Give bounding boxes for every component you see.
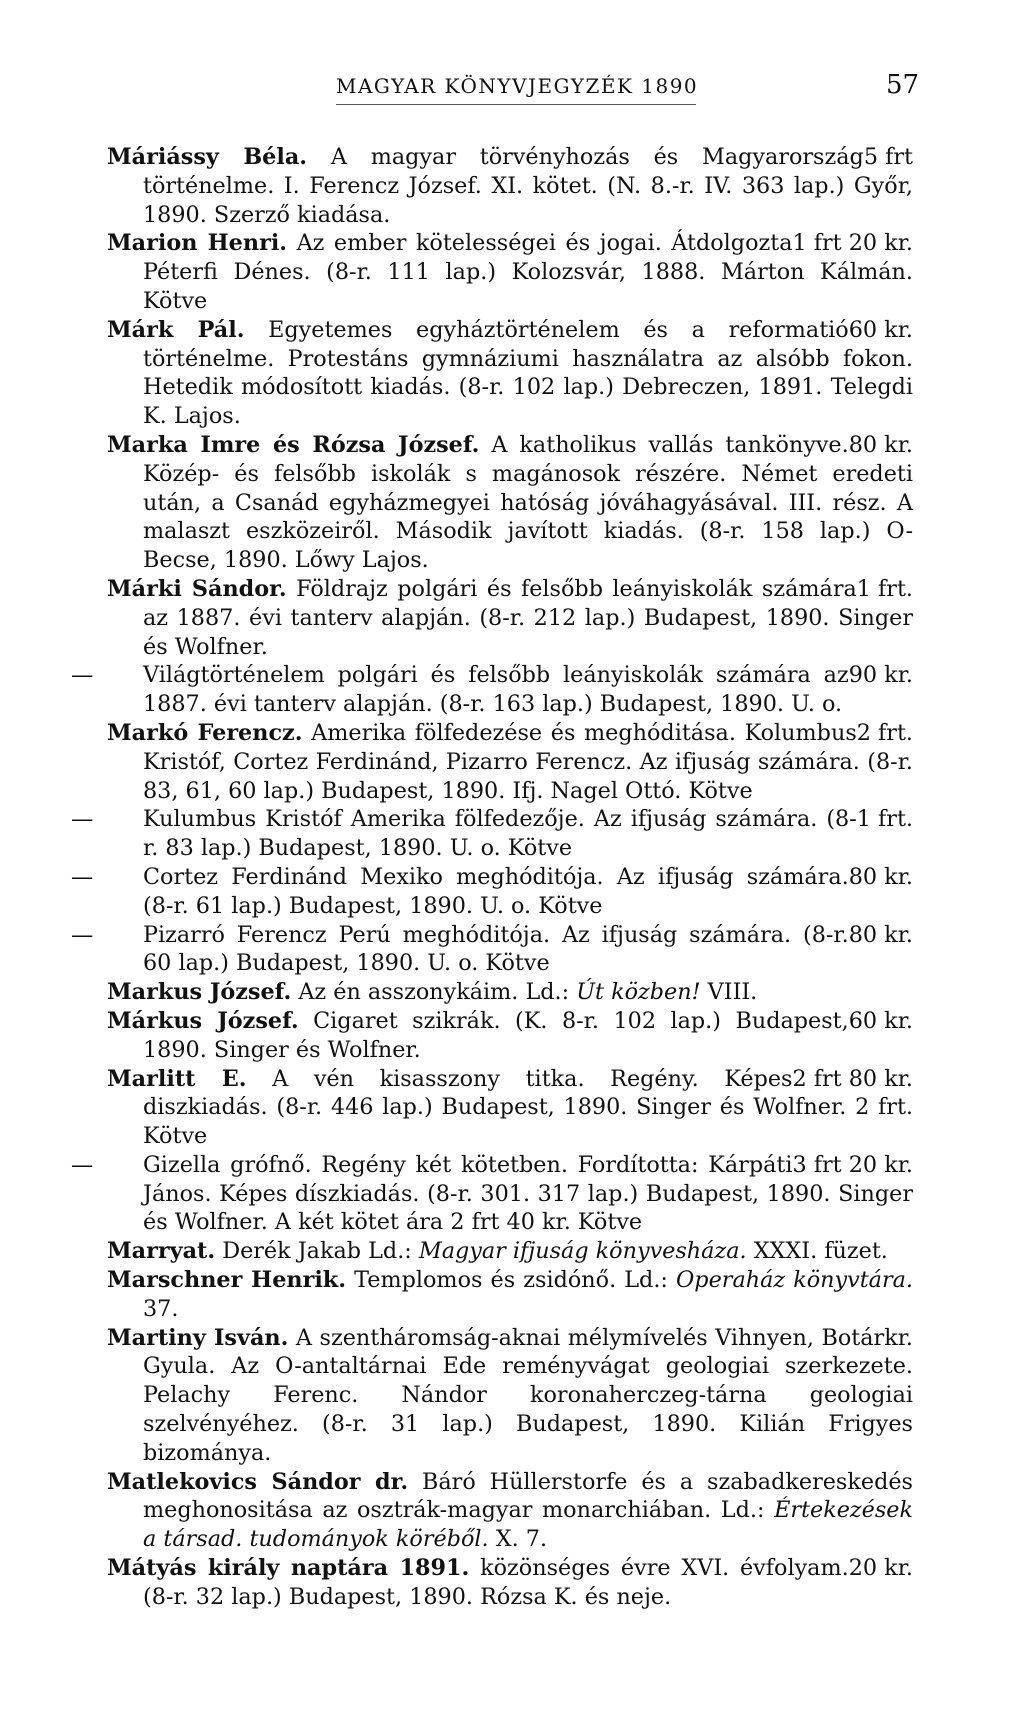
catalog-entry: [107, 143, 913, 229]
catalog-entry: [107, 1065, 913, 1151]
entry-text: Cortez Ferdinánd Mexiko meghóditója. Az ifjuság számára. (8-r. 61 lap.) Budapest, 1890. U. o. Kötve: [143, 863, 849, 919]
catalog-entry: [71, 1151, 913, 1237]
entry-series: Út közben!: [576, 979, 701, 1006]
entry-author: Marryat.: [107, 1238, 216, 1265]
entry-dash: —: [71, 662, 94, 689]
entry-series: Operaház könyvtára.: [676, 1267, 914, 1294]
catalog-entry: [107, 316, 913, 431]
entry-author: Markó Ferencz.: [107, 719, 303, 746]
entry-price: 1 frt.: [856, 806, 913, 833]
entry-price: 80 kr.: [848, 863, 913, 890]
entry-text: közönséges évre XVI. évfolyam. (8-r. 32 lap.) Budapest, 1890. Rózsa K. és neje.: [143, 1555, 849, 1610]
entry-author: Marion Henri.: [107, 230, 288, 257]
entry-text: Világtörténelem polgári és felsőbb leányiskolák számára az 1887. évi tanterv alapján. (8-r. 163 lap.) Budapest, 1890. U. o.: [143, 662, 849, 718]
entry-author: Matlekovics Sándor dr.: [107, 1468, 409, 1495]
entry-text: A katholikus vallás tankönyve. Közép- és felsőbb iskolák s magánosok részére. Német eredeti után, a Csanád egyházmegyei hatóság jóváhagyásával. III. rész. A malaszt eszközeiről. Második javított kiadás. (8-r. 158 lap.) O-Becse, 1890. Lőwy Lajos.: [143, 431, 913, 574]
entry-dash: —: [71, 806, 94, 833]
header-rule: [336, 104, 696, 105]
catalog-entry: [71, 805, 913, 863]
catalog-entry: [71, 661, 913, 719]
catalog-entry: [107, 1237, 913, 1266]
entry-text: Az én asszonykáim. Ld.:: [298, 979, 570, 1006]
entry-author: Márkus József.: [107, 1007, 299, 1034]
entry-text: Derék Jakab Ld.:: [222, 1238, 412, 1265]
catalog-entry: [107, 575, 913, 661]
catalog-entry: [107, 1324, 913, 1468]
entry-text: Amerika fölfedezése és meghóditása. Kolumbus Kristóf, Cortez Ferdinánd, Pizarro Ferencz. Az ifjuság számára. (8-r. 83, 61, 60 lap.) Budapest, 1890. Ifj. Nagel Ottó. Kötve: [143, 719, 913, 804]
entry-text: Egyetemes egyháztörténelem és a reformatió történelme. Protestáns gymnáziumi használatra az alsóbb fokon. Hetedik módosított kiadás. (8-r. 102 lap.) Debreczen, 1891. Telegdi K. Lajos.: [143, 316, 913, 430]
entry-text: A magyar törvényhozás és Magyarország történelme. I. Ferencz József. XI. kötet. (N. 8.-r. IV. 363 lap.) Győr, 1890. Szerző kiadása.: [143, 144, 913, 228]
entry-author: Máriássy Béla.: [107, 144, 308, 170]
entry-author: Martiny Isván.: [107, 1324, 289, 1351]
entry-text: Földrajz polgári és felsőbb leányiskolák számára az 1887. évi tanterv alapján. (8-r. 212 lap.) Budapest, 1890. Singer és Wolfner.: [143, 575, 913, 660]
entry-price: 2 frt 80 kr.: [792, 1065, 913, 1092]
catalog-entry: [107, 1468, 913, 1554]
catalog-entry: [107, 978, 913, 1007]
entry-tail: XXXI. füzet.: [753, 1238, 888, 1265]
catalog-entry: [107, 1554, 913, 1612]
entry-text: Az ember kötelességei és jogai. Átdolgozta Péterfi Dénes. (8-r. 111 lap.) Kolozsvár, 1888. Márton Kálmán. Kötve: [143, 230, 913, 314]
entry-author: Marka Imre és Rózsa József.: [107, 431, 480, 458]
entry-text: Báró Hüllerstorfe és a szabadkereskedés meghonositása az osztrák-magyar monarchiában. Ld.:: [143, 1468, 913, 1524]
bibliography-entries: [71, 143, 914, 1612]
catalog-entry: [71, 863, 913, 921]
entry-series: Értekezések a társad. tudományok köréből.: [143, 1497, 913, 1553]
entry-price: 5 frt: [863, 144, 913, 170]
entry-text: A szentháromság-aknai mélymívelés Vihnyen, Botár Gyula. Az O-antaltárnai Ede reményvágat geologiai szerkezete. Pelachy Ferenc. Nándor koronaherczeg-tárna geologiai szelvényéhez. (8-r. 31 lap.) Budapest, 1890. Kilián Frigyes bizománya.: [143, 1324, 913, 1466]
entry-author: Mátyás király naptára 1891.: [107, 1555, 470, 1582]
entry-author: Márk Pál.: [107, 316, 245, 343]
entry-text: Gizella grófnő. Regény két kötetben. Fordította: Kárpáti János. Képes díszkiadás. (8-r. 301. 317 lap.) Budapest, 1890. Singer és Wolfner. A két kötet ára 2 frt 40 kr. Kötve: [143, 1151, 913, 1236]
entry-tail: X. 7.: [495, 1526, 548, 1553]
entry-price: 60 kr.: [848, 316, 913, 343]
entry-tail: VIII.: [707, 979, 758, 1006]
entry-author: Marschner Henrik.: [107, 1267, 347, 1294]
entry-author: Markus József.: [107, 979, 292, 1006]
page-number: 57: [886, 70, 920, 100]
entry-price: 1 frt.: [856, 575, 913, 602]
entry-author: Marlitt E.: [107, 1065, 247, 1092]
entry-dash: —: [71, 921, 94, 948]
entry-dash: —: [71, 863, 94, 890]
catalog-entry: [107, 431, 913, 575]
entry-text: Templomos és zsidónő. Ld.:: [354, 1267, 668, 1294]
entry-dash: —: [71, 1151, 94, 1178]
entry-price: kr.: [884, 1324, 913, 1351]
catalog-entry: [107, 719, 913, 805]
entry-price: 1 frt 20 kr.: [792, 230, 913, 257]
catalog-entry: [107, 229, 913, 315]
catalog-entry: [107, 1266, 913, 1324]
entry-price: 3 frt 20 kr.: [792, 1151, 913, 1178]
entry-price: 2 frt.: [856, 719, 913, 746]
catalog-entry: [107, 1007, 913, 1065]
running-head: MAGYAR KÖNYVJEGYZÉK 1890: [336, 74, 699, 98]
entry-price: 80 kr.: [848, 431, 913, 458]
entry-text: Pizarró Ferencz Perú meghóditója. Az ifjuság számára. (8-r. 60 lap.) Budapest, 1890. U. o. Kötve: [143, 921, 849, 977]
entry-price: 60 kr.: [848, 1007, 913, 1034]
entry-author: Márki Sándor.: [107, 575, 287, 602]
entry-price: 20 kr.: [848, 1555, 913, 1582]
page-header: [0, 70, 1024, 104]
entry-tail: 37.: [143, 1295, 179, 1322]
entry-text: Cigaret szikrák. (K. 8-r. 102 lap.) Budapest, 1890. Singer és Wolfner.: [143, 1007, 849, 1063]
entry-text: Kulumbus Kristóf Amerika fölfedezője. Az ifjuság számára. (8-r. 83 lap.) Budapest, 1890. U. o. Kötve: [143, 806, 857, 862]
entry-price: 80 kr.: [848, 921, 913, 948]
catalog-entry: [71, 921, 913, 979]
entry-price: 90 kr.: [848, 662, 913, 689]
entry-text: A vén kisasszony titka. Regény. Képes diszkiadás. (8-r. 446 lap.) Budapest, 1890. Singer és Wolfner. 2 frt. Kötve: [143, 1065, 913, 1150]
entry-series: Magyar ifjuság könyvesháza.: [418, 1238, 747, 1265]
